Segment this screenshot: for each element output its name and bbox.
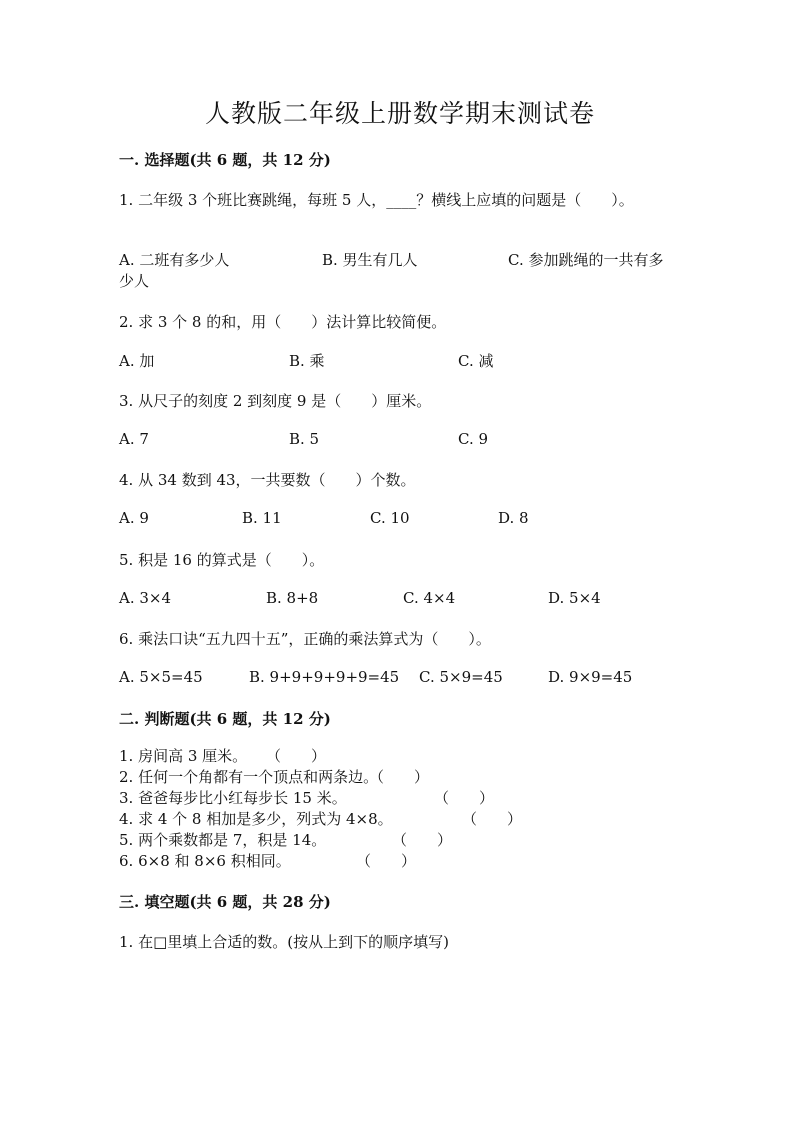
judge-item — [119, 767, 430, 788]
option-a: A. 5×5=45 — [119, 668, 203, 686]
option-c-continued: 少人 — [119, 272, 150, 290]
section-heading-judge: 二. 判断题(共 6 题，共 12 分) — [119, 710, 331, 728]
answer-blank: （ ） — [356, 852, 417, 870]
judge-item — [119, 809, 523, 830]
judge-item-text: 6. 6×8 和 8×6 积相同。 — [119, 852, 291, 870]
question-text: 4. 从 34 数到 43，一共要数（ ）个数。 — [119, 471, 416, 489]
judge-item — [119, 851, 417, 872]
question-text: 1. 在□里填上合适的数。(按从上到下的顺序填写) — [119, 933, 449, 951]
option-a: A. 7 — [119, 430, 149, 448]
option-b: B. 乘 — [289, 352, 325, 370]
option-d: D. 9×9=45 — [548, 668, 633, 686]
option-c: C. 参加跳绳的一共有多 — [508, 251, 664, 269]
option-c: C. 10 — [370, 509, 410, 527]
judge-item — [119, 746, 327, 767]
option-b: B. 男生有几人 — [322, 251, 418, 269]
option-c: C. 减 — [458, 352, 494, 370]
answer-blank: （ ） — [266, 747, 327, 765]
judge-item-text: 5. 两个乘数都是 7，积是 14。 — [119, 831, 327, 849]
option-b: B. 9+9+9+9+9=45 — [249, 668, 400, 686]
option-a: A. 二班有多少人 — [119, 251, 230, 269]
question-text: 5. 积是 16 的算式是（ ）。 — [119, 551, 325, 569]
section-heading-fill: 三. 填空题(共 6 题，共 28 分) — [119, 893, 331, 911]
question-text: 6. 乘法口诀“五九四十五”，正确的乘法算式为（ ）。 — [119, 630, 491, 648]
section-heading-choice: 一. 选择题(共 6 题，共 12 分) — [119, 151, 331, 169]
option-c: C. 5×9=45 — [419, 668, 503, 686]
judge-item-text: 3. 爸爸每步比小红每步长 15 米。 — [119, 789, 347, 807]
option-a: A. 9 — [119, 509, 149, 527]
option-a: A. 3×4 — [119, 589, 172, 607]
judge-item-text: 1. 房间高 3 厘米。 — [119, 747, 248, 765]
option-a: A. 加 — [119, 352, 155, 370]
judge-item-text: 4. 求 4 个 8 相加是多少，列式为 4×8。 — [119, 810, 393, 828]
answer-blank: （ ） — [462, 810, 523, 828]
question-text: 1. 二年级 3 个班比赛跳绳，每班 5 人，____？横线上应填的问题是（ ）。 — [119, 191, 634, 209]
option-d: D. 8 — [498, 509, 529, 527]
option-c: C. 9 — [458, 430, 489, 448]
page-title: 人教版二年级上册数学期末测试卷 — [204, 99, 595, 128]
answer-blank: （ ） — [392, 831, 453, 849]
answer-blank: （ ） — [369, 768, 430, 786]
option-d: D. 5×4 — [548, 589, 601, 607]
answer-blank: （ ） — [434, 789, 495, 807]
option-b: B. 8+8 — [266, 589, 319, 607]
judge-item — [119, 830, 453, 851]
option-b: B. 11 — [242, 509, 282, 527]
option-c: C. 4×4 — [403, 589, 456, 607]
judge-item-text: 2. 任何一个角都有一个顶点和两条边。 — [119, 768, 379, 786]
option-b: B. 5 — [289, 430, 320, 448]
judge-item — [119, 788, 495, 809]
question-text: 2. 求 3 个 8 的和，用（ ）法计算比较简便。 — [119, 313, 447, 331]
question-text: 3. 从尺子的刻度 2 到刻度 9 是（ ）厘米。 — [119, 392, 432, 410]
